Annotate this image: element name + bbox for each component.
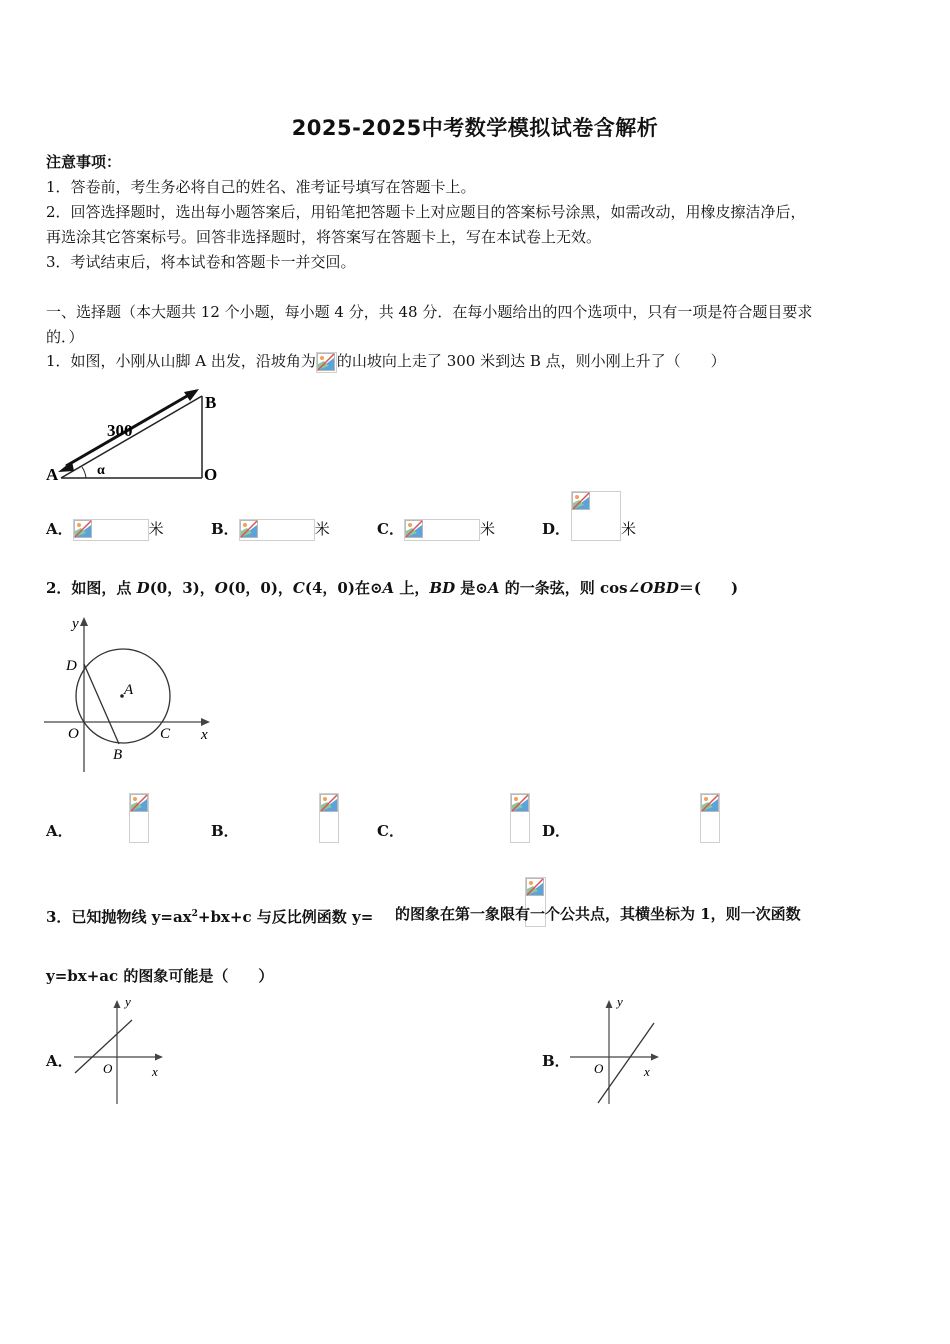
q1-option-d-unit: 米	[621, 520, 637, 538]
q1-option-b[interactable]: B． 米	[211, 519, 330, 541]
axis-x-label: x	[152, 1064, 158, 1079]
label-a: A	[46, 465, 59, 484]
question-2-text: 2．如图，点 D(0，3)，O(0，0)，C(4，0)在⊙A 上，BD 是⊙A 的一条弦，则 cos∠OBD＝( )	[46, 579, 739, 597]
origin-label: O	[103, 1061, 113, 1076]
notice-item: 2．回答选择题时，选出每小题答案后，用铅笔把答题卡上对应题目的答案标号涂黑，如需改动，用橡皮擦洁净后，	[46, 203, 806, 221]
axis-x-label: x	[201, 727, 208, 743]
axis-y-label: y	[617, 995, 623, 1009]
q3-option-b[interactable]: B．	[542, 1052, 570, 1070]
section-heading-cont: 的．）	[46, 328, 84, 346]
question-3-text-line2: y=bx+ac 的图象可能是（ ）	[46, 967, 274, 985]
question-3-text-cont: 的图象在第一象限有一个公共点，其横坐标为 1，则一次函数	[395, 905, 801, 923]
answer-image-placeholder	[239, 519, 315, 541]
q3-option-a[interactable]: A．	[46, 1052, 73, 1070]
slope-figure	[44, 388, 229, 488]
q3-option-a-graph	[70, 995, 170, 1107]
answer-image-placeholder	[510, 793, 530, 843]
answer-image-placeholder	[319, 793, 339, 843]
axis-x-label: x	[644, 1064, 650, 1079]
point-d-label: D	[66, 658, 77, 674]
axis-y-label: y	[125, 995, 131, 1009]
answer-image-placeholder	[404, 519, 480, 541]
label-300: 300	[107, 421, 133, 440]
answer-image-placeholder	[700, 793, 720, 843]
q1-text-end: 的山坡向上走了 300 米到达 B 点，则小刚上升了（ ）	[336, 352, 726, 370]
label-o: O	[204, 465, 218, 484]
point-b-label: B	[113, 747, 123, 763]
page-title: 2025-2025中考数学模拟试卷含解析	[291, 116, 659, 140]
point-c-label: C	[160, 726, 171, 742]
question-3-text: 3．已知抛物线 $y=ax^2+bx+c$ 与反比例函数 y=	[46, 908, 374, 926]
answer-image-placeholder	[73, 519, 149, 541]
q2-option-a[interactable]: A．	[46, 822, 73, 840]
q3-option-b-graph	[566, 995, 666, 1107]
q1-option-c[interactable]: C． 米	[377, 519, 495, 541]
origin-label: O	[594, 1061, 604, 1076]
circle-figure	[40, 612, 220, 777]
label-b: B	[205, 393, 217, 412]
section-heading: 一、选择题（本大题共 12 个小题，每小题 4 分，共 48 分．在每小题给出的四个选项中，只有一项是符合题目要求	[46, 303, 813, 321]
label-alpha: α	[97, 463, 105, 478]
axis-y-label: y	[72, 616, 79, 632]
q1-text-start: 1．如图，小刚从山脚 A 出发，沿坡角为	[46, 352, 316, 370]
q1-option-d[interactable]: D．	[542, 520, 571, 538]
notice-item: 再选涂其它答案标号。回答非选择题时，将答案写在答题卡上，写在本试卷上无效。	[46, 228, 602, 246]
notice-item: 1．答卷前，考生务必将自己的姓名、准考证号填写在答题卡上。	[46, 178, 476, 196]
point-o-label: O	[68, 726, 79, 742]
question-1-text	[46, 351, 726, 373]
image-placeholder-icon	[316, 352, 337, 373]
q1-option-a[interactable]: A． 米	[46, 519, 164, 541]
notice-item: 3．考试结束后，将本试卷和答题卡一并交回。	[46, 253, 356, 271]
notice-heading: 注意事项：	[46, 153, 122, 171]
q2-option-b[interactable]: B．	[211, 822, 239, 840]
point-a-label: A	[124, 682, 134, 698]
answer-image-placeholder	[571, 491, 621, 541]
q2-option-d[interactable]: D．	[542, 822, 571, 840]
q2-option-c[interactable]: C．	[377, 822, 404, 840]
answer-image-placeholder	[129, 793, 149, 843]
